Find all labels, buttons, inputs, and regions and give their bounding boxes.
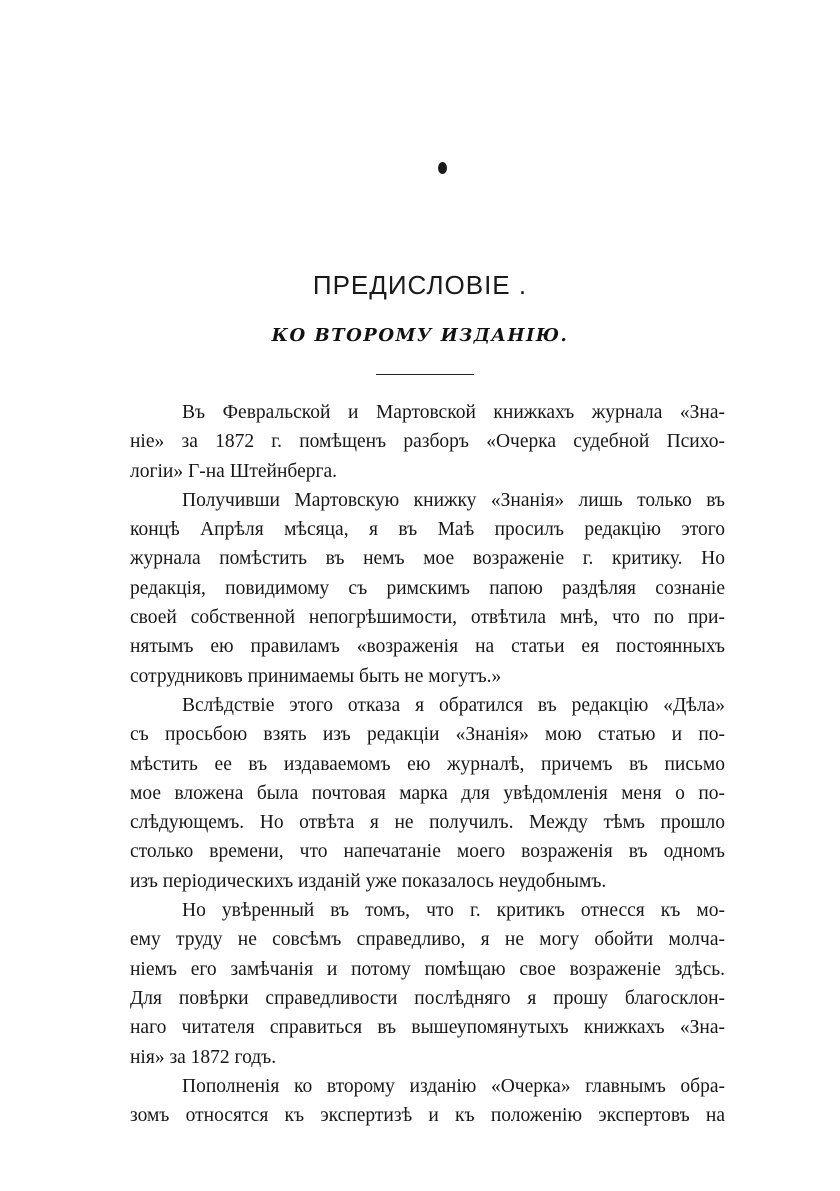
page-title: ПРЕДИСЛОВІЕ .: [312, 270, 528, 300]
text-line: мое вложена была почтовая марка для увѣдомленія меня о по-: [130, 782, 725, 804]
text-line: нятымъ ею правиламъ «возраженія на статьи ея постоянныхъ: [130, 636, 725, 658]
text-line: Пополненія ко второму изданію «Очерка» главнымъ обра-: [182, 1075, 725, 1097]
text-line: ему труду не совсѣмъ справедливо, я не могу обойти молча-: [130, 929, 725, 951]
text-line: логіи» Г-на Штейнберга.: [130, 460, 338, 482]
text-line: зомъ относятся къ экспертизѣ и къ положенію экспертовъ на: [130, 1105, 725, 1127]
text-line: Но увѣренный въ томъ, что г. критикъ отнесся къ мо-: [182, 900, 725, 922]
text-line: журнала помѣстить въ немъ мое возраженіе г. критику. Но: [130, 548, 725, 570]
text-line: нія» за 1872 годъ.: [130, 1046, 277, 1068]
text-line: Въ Февральской и Мартовской книжкахъ журнала «Зна-: [182, 402, 725, 423]
text-line: изъ періодическихъ изданій уже показалось неудобнымъ.: [130, 870, 607, 892]
text-line: ніемъ его замѣчанія и потому помѣщаю свое возраженіе здѣсь.: [130, 958, 725, 980]
text-line: Вслѣдствіе этого отказа я обратился въ редакцію «Дѣла»: [182, 694, 725, 716]
text-line: своей собственной непогрѣшимости, отвѣтила мнѣ, что по при-: [130, 607, 725, 629]
text-line: Получивши Мартовскую книжку «Знанія» лишь только въ: [182, 489, 725, 511]
text-line: слѣдующемъ. Но отвѣта я не получилъ. Между тѣмъ прошло: [130, 812, 725, 834]
body-text: [130, 398, 725, 1130]
page-subtitle: КО ВТОРОМУ ИЗДАНІЮ.: [271, 325, 569, 346]
text-line: наго читателя справиться въ вышеупомянутыхъ книжкахъ «Зна-: [130, 1017, 725, 1039]
text-line: столько времени, что напечатаніе моего возраженія въ одномъ: [130, 841, 725, 863]
title-divider: [376, 374, 474, 375]
text-line: Для повѣрки справедливости послѣдняго я прошу благосклон-: [130, 987, 725, 1009]
ornament-dot: [438, 162, 447, 174]
text-line: концѣ Апрѣля мѣсяца, я въ Маѣ просилъ редакцію этого: [130, 519, 725, 541]
text-line: сотрудниковъ принимаемы быть не могутъ.»: [130, 665, 502, 687]
text-line: съ просьбою взять изъ редакціи «Знанія» мою статью и по-: [130, 724, 725, 746]
text-line: мѣстить ее въ издаваемомъ ею журналѣ, причемъ въ письмо: [130, 753, 725, 775]
text-line: ніе» за 1872 г. помѣщенъ разборъ «Очерка судебной Психо-: [130, 431, 725, 453]
text-line: редакція, повидимому съ римскимъ папою раздѣляя сознаніе: [130, 577, 725, 599]
